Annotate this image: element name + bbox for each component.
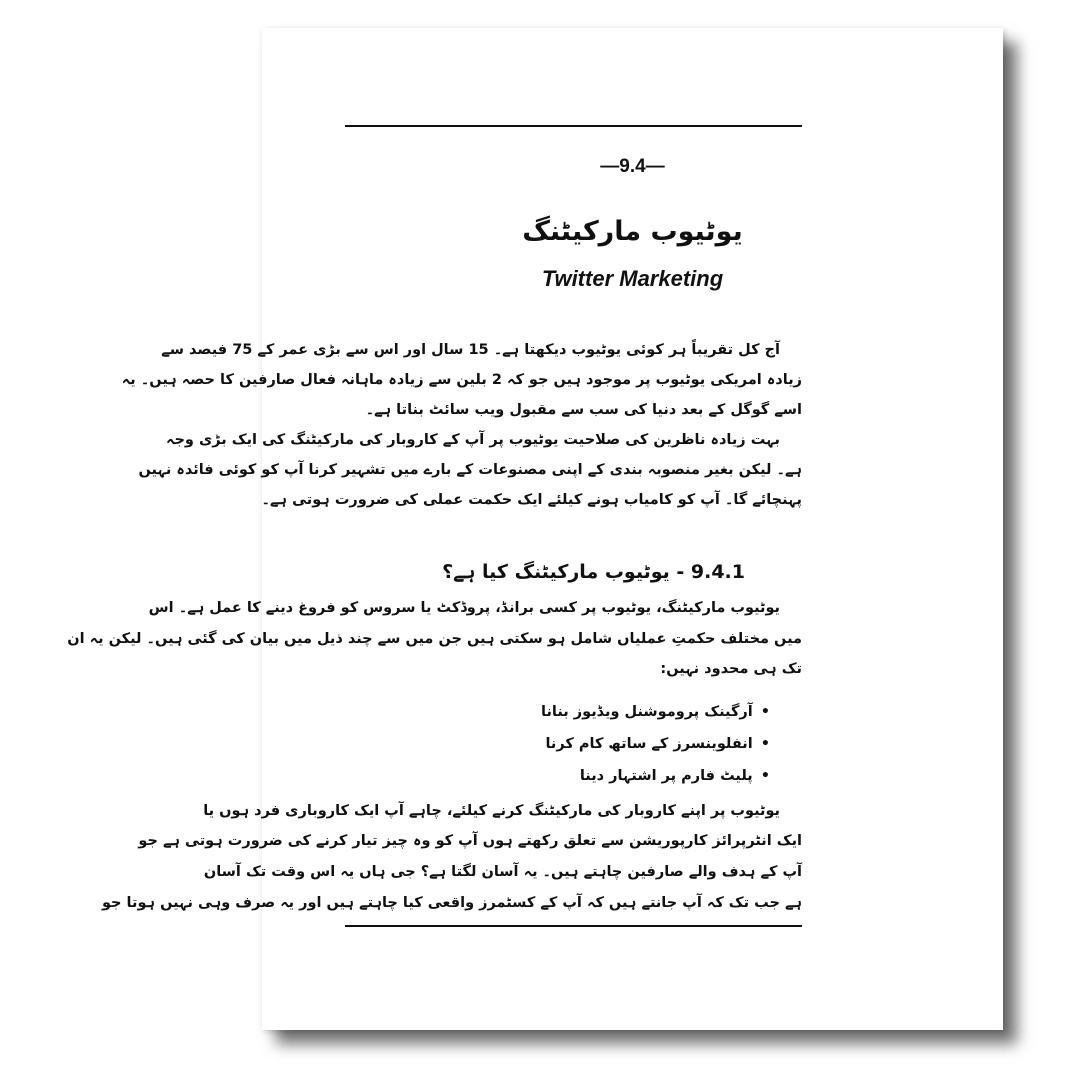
paragraph-line: ہے جب تک کہ آپ جانتے ہیں کہ آپ کے کسٹمرز واقعی کیا چاہتے ہیں اور یہ صرف وہی نہیں ہوتا جو xyxy=(101,895,802,911)
paragraph-line: آپ کے ہدف والے صارفین چاہتے ہیں۔ یہ آسان لگتا ہے؟ جی ہاں یہ اس وقت تک آسان xyxy=(203,864,802,880)
chapter-title-english: Twitter Marketing xyxy=(541,266,724,291)
paragraph-line: پہنچائے گا۔ آپ کو کامیاب ہونے کیلئے ایک حکمت عملی کی ضرورت ہوتی ہے۔ xyxy=(261,492,802,508)
bullet-item xyxy=(345,736,770,752)
bullet-text: پلیٹ فارم پر اشتہار دینا xyxy=(579,768,753,784)
book-page xyxy=(67,28,1003,1030)
paragraph-line: زیادہ امریکی یوٹیوب پر موجود ہیں جو کہ 2 بلین سے زیادہ ماہانہ فعال صارفین کا حصہ ہیں۔ یہ xyxy=(121,372,802,388)
footer-rule xyxy=(345,925,802,927)
subsection-heading: 9.4.1 - یوٹیوب مارکیٹنگ کیا ہے؟ xyxy=(442,561,745,583)
paragraph-line: آج کل تقریباً ہر کوئی یوٹیوب دیکھتا ہے۔ 15 سال اور اس سے بڑی عمر کے 75 فیصد سے xyxy=(161,342,780,358)
chapter-title-urdu: یوٹیوب مارکیٹنگ xyxy=(522,216,743,247)
bullet-item xyxy=(345,704,770,720)
paragraph-line: یوٹیوب مارکیٹنگ، یوٹیوب پر کسی برانڈ، پروڈکٹ یا سروس کو فروغ دینے کا عمل ہے۔ اس xyxy=(148,600,780,616)
paragraph-line: بہت زیادہ ناظرین کی صلاحیت یوٹیوب پر آپ کے کاروبار کی مارکیٹنگ کی ایک بڑی وجہ xyxy=(165,432,780,448)
paragraph-line: یوٹیوب پر اپنے کاروبار کی مارکیٹنگ کرنے کیلئے، چاہے آپ ایک کاروباری فرد ہوں یا xyxy=(203,803,780,819)
bullet-item xyxy=(345,768,770,784)
section-number: —9.4— xyxy=(600,156,665,177)
bullet-icon: • xyxy=(760,704,770,720)
paragraph-line: ایک انٹرپرائز کارپوریشن سے تعلق رکھتے ہوں آپ کو وہ چیز تیار کرنے کی ضرورت ہوتی ہے جو xyxy=(138,833,802,849)
bullet-text: آرگینک پروموشنل ویڈیوز بنانا xyxy=(541,704,753,720)
paragraph-line: اسے گوگل کے بعد دنیا کی سب سے مقبول ویب سائٹ بناتا ہے۔ xyxy=(365,402,802,418)
bullet-icon: • xyxy=(760,768,770,784)
paragraph-line: میں مختلف حکمتِ عملیاں شامل ہو سکتی ہیں جن میں سے چند ذیل میں بیان کی گئی ہیں۔ لیکن یہ ان xyxy=(67,631,802,647)
paragraph-line: تک ہی محدود نہیں: xyxy=(660,661,802,677)
bullet-text: انفلوینسرز کے ساتھ کام کرنا xyxy=(545,736,753,752)
paragraph-line: ہے۔ لیکن بغیر منصوبہ بندی کے اپنی مصنوعات کے بارے میں تشہیر کرنا آپ کو کوئی فائدہ نہیں xyxy=(138,462,802,478)
header-rule xyxy=(345,125,802,127)
bullet-icon: • xyxy=(760,736,770,752)
